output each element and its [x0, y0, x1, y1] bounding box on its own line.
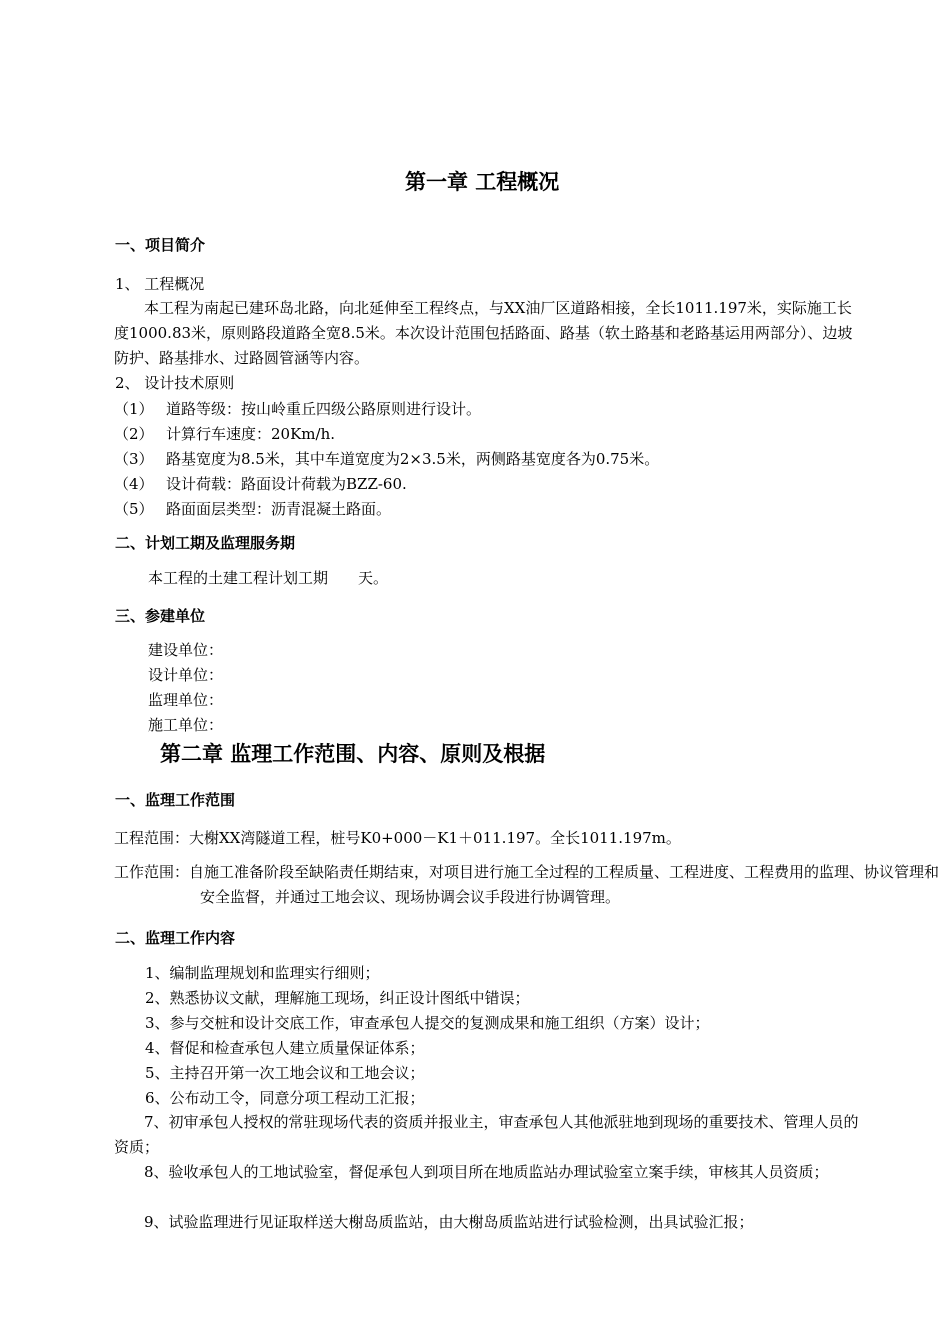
- principle-text: 设计荷载：路面设计荷载为BZZ-60.: [166, 475, 407, 493]
- content-item: 8、验收承包人的工地试验室，督促承包人到项目所在地质监站办理试验室立案手续，审核其人员资质；: [144, 1163, 829, 1181]
- content-item: 1、编制监理规划和监理实行细则；: [145, 964, 380, 982]
- principle-text: 道路等级：按山岭重丘四级公路原则进行设计。: [166, 400, 482, 418]
- principle-text: 路基宽度为8.5米，其中车道宽度为2×3.5米，两侧路基宽度各为0.75米。: [166, 450, 660, 468]
- project-scope: 工程范围：大榭XX湾隧道工程，桩号K0+000－K1＋011.197。全长1011.197m。: [114, 829, 681, 847]
- principle-number: （1）: [114, 400, 154, 418]
- section-heading-schedule: 二、计划工期及监理服务期: [115, 534, 296, 552]
- content-item: 9、试验监理进行见证取样送大榭岛质监站，由大榭岛质监站进行试验检测，出具试验汇报；: [144, 1213, 754, 1231]
- principle-row: [114, 499, 391, 519]
- work-scope: 工作范围：自施工准备阶段至缺陷责任期结束，对项目进行施工全过程的工程质量、工程进度、工程费用的监理、协议管理和安全监督，并通过工地会议、现场协调会议手段进行协调管理。: [114, 863, 940, 906]
- principle-row: [114, 424, 335, 444]
- principle-number: （2）: [114, 425, 154, 443]
- content-item: 2、熟悉协议文献，理解施工现场，纠正设计图纸中错误；: [145, 989, 530, 1007]
- section-heading-participants: 三、参建单位: [115, 607, 206, 625]
- schedule-body: 本工程的土建工程计划工期 天。: [148, 569, 389, 587]
- unit-owner: 建设单位：: [148, 641, 224, 659]
- section-heading-content: 二、监理工作内容: [115, 929, 236, 947]
- content-item: 7、初审承包人授权的常驻现场代表的资质并报业主，审查承包人其他派驻地到现场的重要技术、管理人员的资质；: [114, 1113, 859, 1156]
- unit-designer: 设计单位：: [148, 666, 224, 684]
- item2-title: 2、 设计技术原则: [115, 374, 235, 392]
- unit-contractor: 施工单位：: [148, 716, 224, 734]
- content-item: 3、参与交桩和设计交底工作，审查承包人提交的复测成果和施工组织（方案）设计；: [145, 1014, 710, 1032]
- principle-number: （3）: [114, 450, 154, 468]
- item1-body: 本工程为南起已建环岛北路，向北延伸至工程终点，与XX油厂区道路相接，全长1011.197米，实际施工长度1000.83米，原则路段道路全宽8.5米。本次设计范围包括路面、路基（软土路基和老路基运用两部分）、边坡防护、路基排水、过路圆管涵等内容。: [114, 299, 853, 367]
- principle-number: （5）: [114, 500, 154, 518]
- item1-title: 1、 工程概况: [115, 275, 205, 293]
- principle-row: [114, 449, 659, 469]
- content-item: 6、公布动工令，同意分项工程动工汇报；: [145, 1089, 425, 1107]
- chapter1-title: 第一章 工程概况: [405, 170, 560, 194]
- section-heading-project-intro: 一、项目简介: [115, 236, 206, 254]
- principle-text: 路面面层类型：沥青混凝土路面。: [166, 500, 392, 518]
- content-item: 5、主持召开第一次工地会议和工地会议；: [145, 1064, 425, 1082]
- principle-text: 计算行车速度：20Km/h.: [166, 425, 335, 443]
- principle-number: （4）: [114, 475, 154, 493]
- principle-row: [114, 474, 407, 494]
- section-heading-scope: 一、监理工作范围: [115, 791, 236, 809]
- chapter2-title: 第二章 监理工作范围、内容、原则及根据: [160, 742, 546, 766]
- content-item: 4、督促和检查承包人建立质量保证体系；: [145, 1039, 425, 1057]
- principle-row: [114, 399, 481, 419]
- unit-supervisor: 监理单位：: [148, 691, 224, 709]
